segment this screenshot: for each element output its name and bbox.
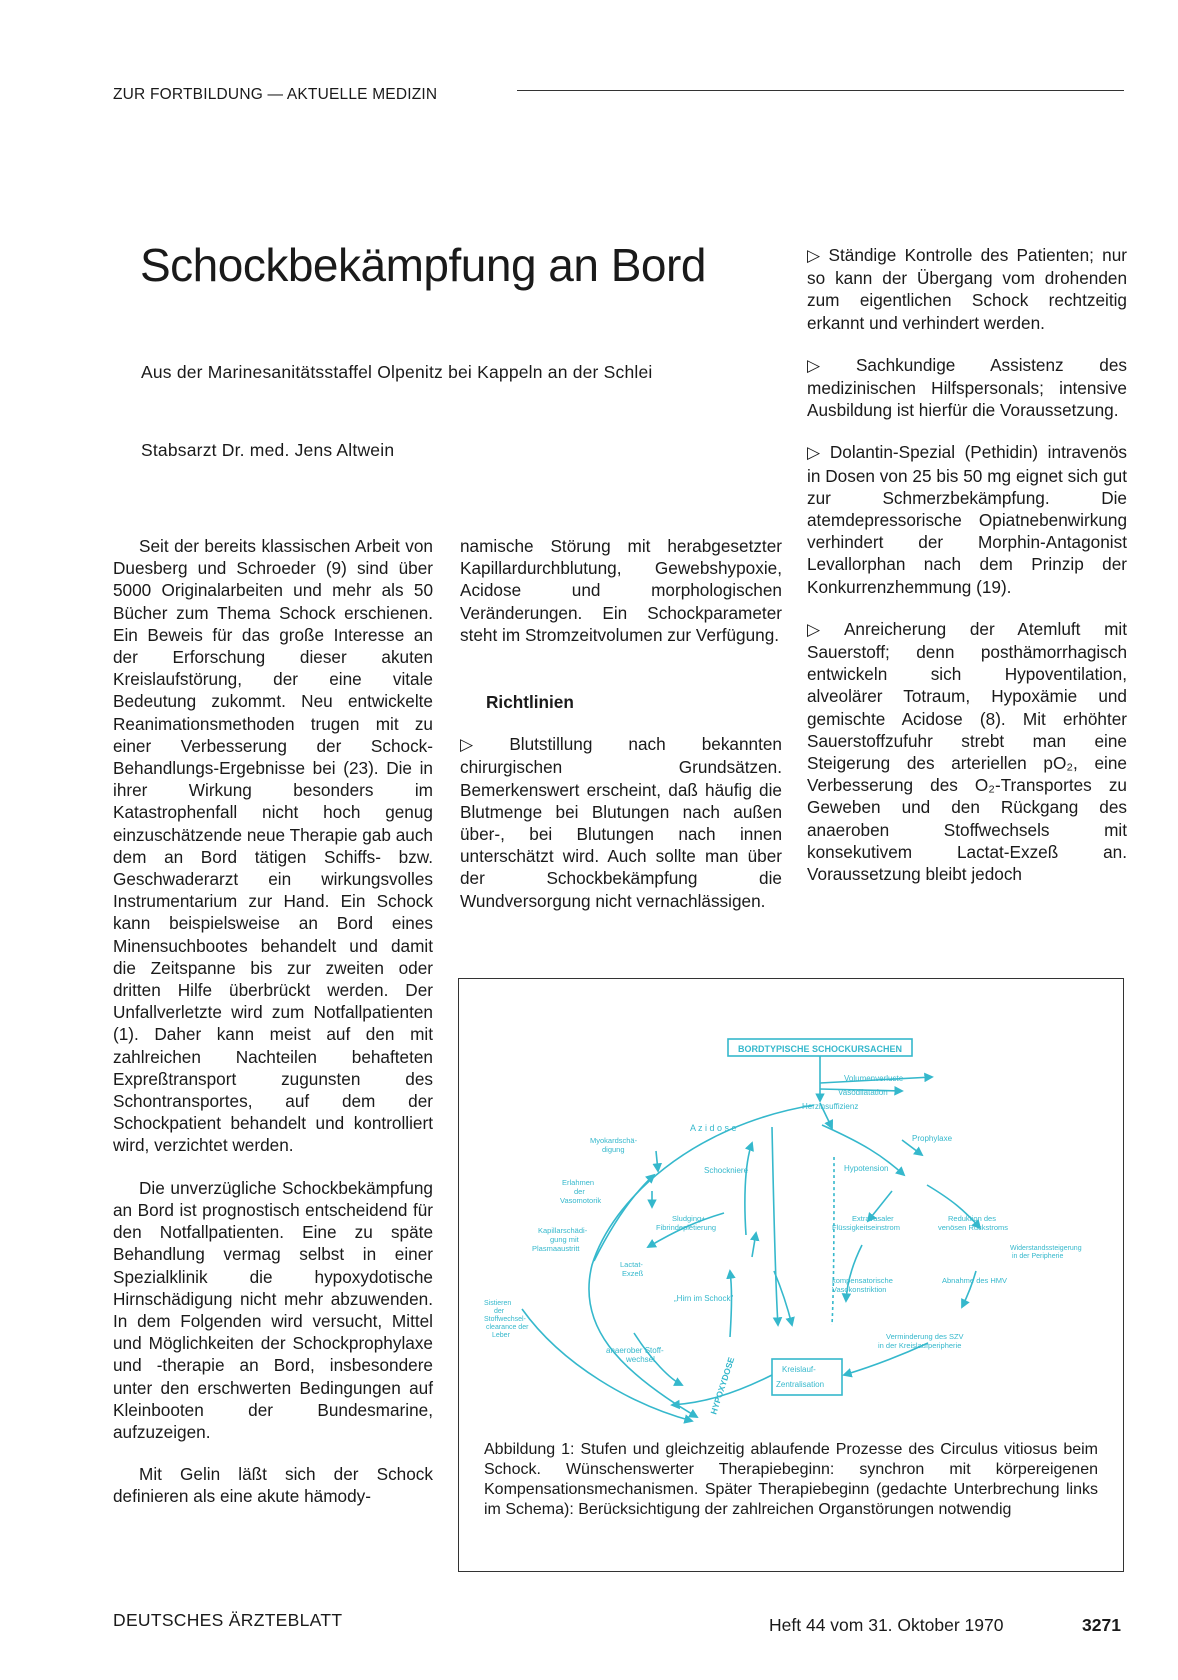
arrow — [656, 1151, 658, 1171]
diagram-label: Kreislauf- — [782, 1365, 816, 1374]
diagram-label: Leber — [492, 1332, 510, 1339]
arrow — [522, 1309, 692, 1421]
diagram-label: Vasomotorik — [560, 1196, 602, 1205]
diagram-label: Volumenverluste — [844, 1074, 904, 1083]
paragraph: namische Störung mit herabgesetzter Kapillardurchblutung, Gewebshypoxie, Acidose und morphologischen Veränderungen. Ein Schockparameter steht im Stromzeitvolumen zur Verfügung. — [460, 536, 782, 645]
diagram-label: A z i d o s e — [690, 1123, 737, 1133]
diagram-label: Exzeß — [622, 1269, 644, 1278]
diagram-label: Extravasaler — [852, 1214, 894, 1223]
list-item — [460, 733, 782, 912]
diagram-label: Abnahme des HMV — [942, 1276, 1008, 1285]
diagram-label: Schockniere — [704, 1166, 749, 1175]
diagram-label: Myokardschä- — [590, 1136, 638, 1145]
diagram-label: Sludging+ — [672, 1214, 706, 1223]
diagram-label: in der Kreislaufperipherie — [878, 1341, 962, 1350]
diagram-label: BORDTYPISCHE SCHOCKURSACHEN — [737, 1044, 903, 1054]
diagram-label: Widerstandssteigerung — [1010, 1245, 1082, 1252]
diagram-label: Herzinsuffizienz — [802, 1102, 859, 1111]
shock-cycle-diagram — [482, 1025, 1110, 1440]
article-title: Schockbekämpfung an Bord — [140, 239, 706, 291]
diagram-label: HYPOXYDOSE — [708, 1355, 737, 1416]
arrow — [730, 1271, 732, 1337]
list-item-text: Blutstillung nach bekannten chirurgischen Grundsätzen. Bemerkenswert erscheint, daß häufig die Blutmenge bei Blutungen nach außen über-, bei Blutungen nach innen unterschätzt wird. Auch sollte man über der Schockbekämpfung die Wundversorgung nicht vernachlässigen. — [460, 734, 782, 911]
list-item — [807, 618, 1127, 885]
list-item — [807, 244, 1127, 334]
diagram-label: „Hirn im Schock" — [674, 1294, 734, 1303]
diagram-label: Erlahmen — [562, 1178, 595, 1187]
diagram-label: Plasmaaustritt — [532, 1244, 580, 1253]
list-item — [807, 441, 1127, 597]
paragraph: Seit der bereits klassischen Arbeit von Duesberg und Schroeder (9) sind über 5000 Originalarbeiten und mehr als 50 Bücher zum Thema Schock erschienen. Ein Beweis für das große Interesse an der Erforschung dieser akuten Kreislaufstörung, der eine vitale Bedeutung zukommt. Neu entwickelte Reanimationsmethoden trugen mit zu einer Verbesserung der Schock-Behandlungs-Ergebnisse bei (23). Die in ihrer Wirkung besonders im Katastrophenfall nicht hoch genug einzuschätzende neue Therapie gab auch dem an Bord tätigen Schiffs- bzw. Geschwaderarzt ein wirkungsvolles Instrumentarium zur Hand. Ein Schock kann beispielsweise an Bord eines Minensuchbootes behandelt und damit die Zeitspanne bis zur zweiten oder dritten Hilfe überbrückt werden. Der Unfallverletzte wird zum Notfallpatienten (1). Daher kann meist auf den mit zahlreichen Nachteilen behafteten Expreßtransport zugunsten des Schontransportes, auf dem der Schockpatient behandelt und kontrolliert wird, verzichtet werden. — [113, 536, 433, 1156]
diagram-label: Sistieren — [484, 1300, 512, 1307]
diagram-label: Verminderung des SZV — [886, 1332, 964, 1341]
text-column-3 — [807, 244, 1127, 905]
figure-caption: Abbildung 1: Stufen und gleichzeitig ablaufende Prozesse des Circulus vitiosus beim Schock. Wünschenswerter Therapiebeginn: synchron mit körpereigenen Kompensationsmechanismen. Später Therapiebeginn (gedachte Unterbrechung links im Schema): Berücksichtigung der zahlreichen Organstörungen notwendig — [484, 1441, 1098, 1518]
triangle-bullet-icon: ▷ — [807, 355, 851, 375]
diagram-label: Zentralisation — [776, 1380, 825, 1389]
diagram-label: kompensatorische — [832, 1276, 893, 1285]
paragraph: Mit Gelin läßt sich der Schock definieren als eine akute hämody- — [113, 1464, 433, 1507]
diagram-label: clearance der — [486, 1324, 529, 1331]
diagram-label: Fibrindepletierung — [656, 1223, 717, 1232]
diagram-label: Flüssigkeitseinstrom — [832, 1223, 900, 1232]
diagram-label: wechsel — [626, 1355, 655, 1364]
diagram-label: Vasodilatation — [838, 1088, 888, 1097]
arrow — [832, 1157, 834, 1325]
section-heading: Richtlinien — [486, 692, 574, 713]
list-item-text: Ständige Kontrolle des Patienten; nur so kann der Übergang vom drohenden zum eigentlichen Schock rechtzeitig erkannt und verhindert werden. — [807, 245, 1127, 333]
diagram-label: der — [574, 1187, 585, 1196]
diagram-label: venösen Rückstroms — [938, 1223, 1009, 1232]
diagram-label: Lactat- — [620, 1260, 643, 1269]
list-item-text: Anreicherung der Atemluft mit Sauerstoff; denn posthämorrhagisch entwickeln sich Hypoventilation, alveolärer Totraum, Hypoxämie und gemischte Acidose (8). Mit erhöhter Sauerstoffzufuhr strebt man eine Steigerung des arteriellen pO₂, eine Verbesserung des O₂-Transportes zu Geweben und den Rückgang des anaeroben Stoffwechsels mit konsekutivem Lactat-Exzeß an. Voraussetzung bleibt jedoch — [807, 618, 1127, 885]
diagram-label: der — [494, 1308, 505, 1315]
diagram-label: in der Peripherie — [1012, 1253, 1064, 1260]
arrow — [594, 1175, 654, 1261]
triangle-bullet-icon: ▷ — [807, 246, 824, 265]
arrow — [772, 1127, 778, 1325]
header-rule — [517, 90, 1124, 91]
triangle-bullet-icon: ▷ — [807, 619, 839, 639]
journal-name: DEUTSCHES ÄRZTEBLATT — [113, 1610, 343, 1630]
text-column-1 — [113, 535, 433, 1528]
diagram-label: anaerober Stoff- — [606, 1346, 664, 1355]
issue-line: Heft 44 vom 31. Oktober 1970 — [769, 1615, 1004, 1635]
article-author: Stabsarzt Dr. med. Jens Altwein — [141, 440, 395, 460]
diagram-label: Hypotension — [844, 1164, 889, 1173]
diagram-label: digung — [602, 1145, 625, 1154]
paragraph: Die unverzügliche Schockbekämpfung an Bord ist prognostisch entscheidend für den Notfallpatienten. Eine zu späte Behandlung vermag selbst in einer Spezialklinik die hypoxydotische Hirnschädigung nicht mehr abzuwenden. In dem Folgenden wird versucht, Mittel und Möglichkeiten der Schockprophylaxe und -therapie an Bord, insbesondere unter den erschwerten Bedingungen auf Kleinbooten der Bundesmarine, aufzuzeigen. — [113, 1177, 433, 1442]
diagram-label: Stoffwechsel- — [484, 1316, 526, 1323]
arrow — [745, 1143, 752, 1235]
list-item-text: Dolantin-Spezial (Pethidin) intravenös in Dosen von 25 bis 50 mg eignet sich gut zur Schmerzbekämpfung. Die atemdepressorische Opiatnebenwirkung verhindert der Morphin-Antagonist Levallorphan nach dem Prinzip der Konkurrenzhemmung (19). — [807, 442, 1127, 597]
triangle-bullet-icon: ▷ — [460, 735, 505, 755]
list-item — [807, 354, 1127, 422]
diagram-label: Kapillarschädi- — [538, 1226, 588, 1235]
list-item-text: Sachkundige Assistenz des medizinischen Hilfspersonals; intensive Ausbildung ist hierfür die Voraussetzung. — [807, 354, 1127, 421]
diagram-label: Vasokonstriktion — [832, 1285, 887, 1294]
diagram-label: Prophylaxe — [912, 1134, 953, 1143]
arrow — [752, 1233, 756, 1257]
diagram-label: gung mit — [550, 1235, 579, 1244]
diagram-label: Reduktion des — [948, 1214, 996, 1223]
article-subtitle: Aus der Marinesanitätsstaffel Olpenitz bei Kappeln an der Schlei — [141, 362, 653, 382]
triangle-bullet-icon: ▷ — [807, 443, 825, 463]
page-number: 3271 — [1082, 1615, 1121, 1635]
text-column-2 — [460, 535, 782, 932]
running-header: ZUR FORTBILDUNG — AKTUELLE MEDIZIN — [113, 86, 438, 103]
